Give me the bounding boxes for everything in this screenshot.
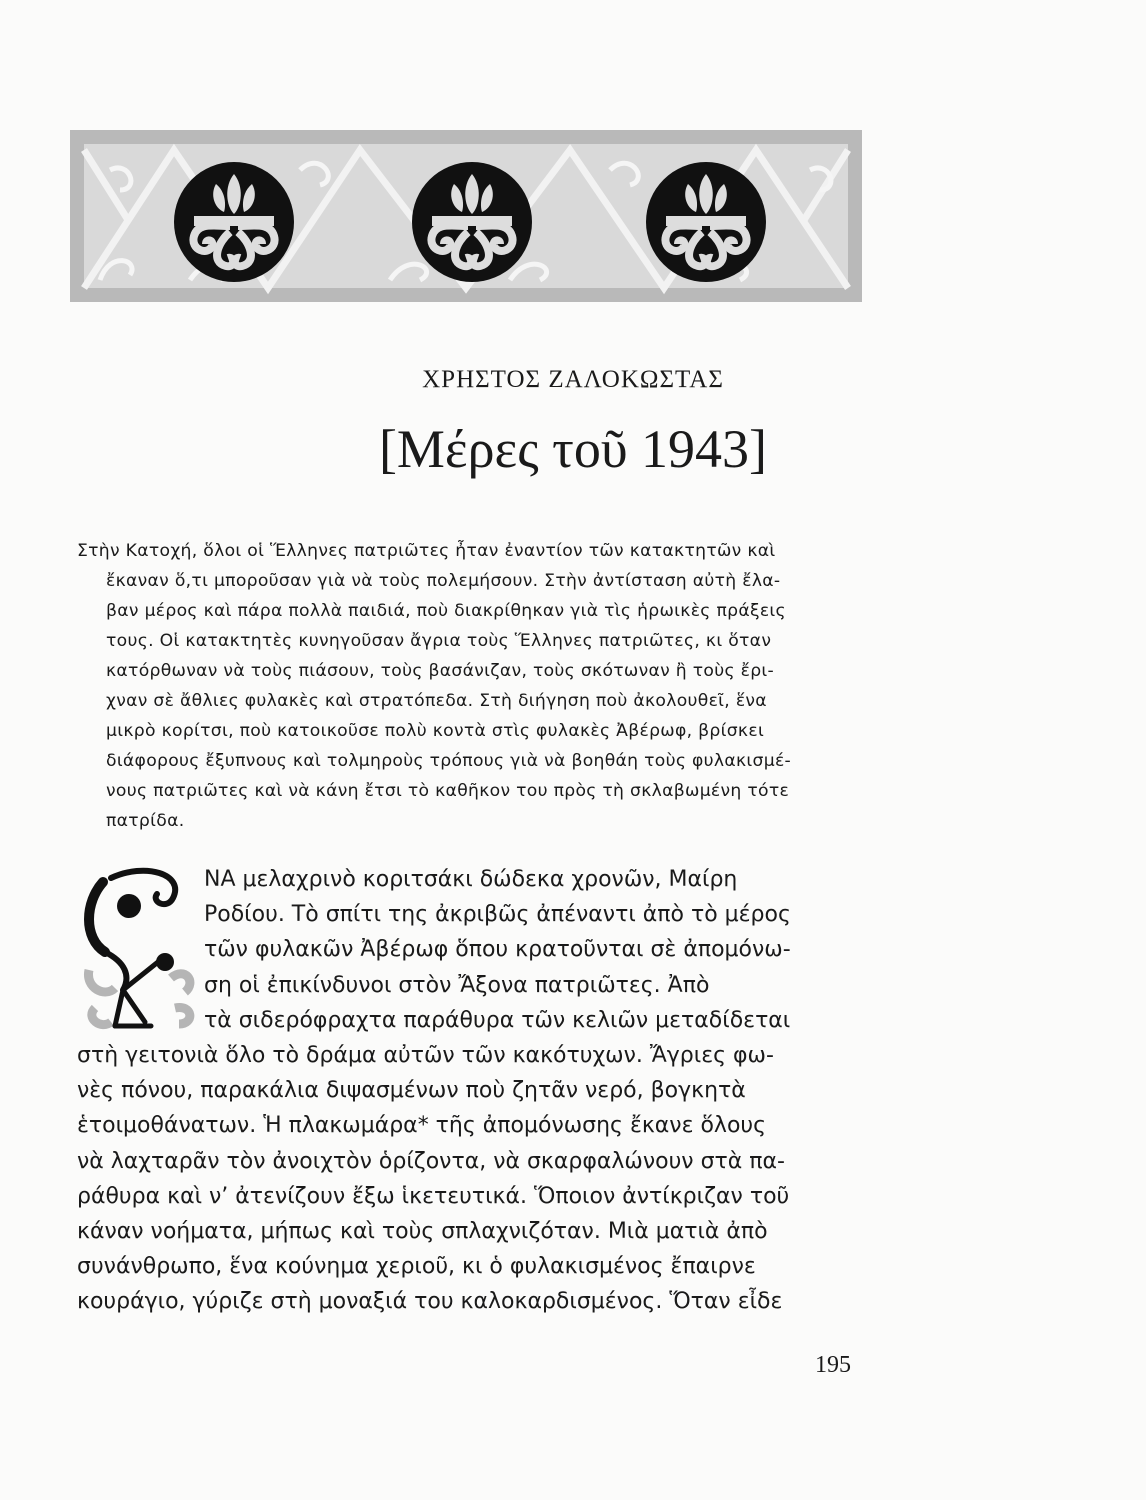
intro-line: νους πατριῶτες καὶ νὰ κάνη ἔτσι τὸ καθῆκον του πρὸς τὴ σκλαβωμένη τότε [106,781,790,801]
body-line: κάναν νοήματα, μήπως καὶ τοὺς σπλαχνιζόταν. Μιὰ ματιὰ ἀπὸ [77,1219,768,1245]
body-line: τὰ σιδερόφραχτα παράθυρα τῶν κελιῶν μεταδίδεται [204,1007,791,1033]
ornamental-banner [70,130,862,302]
chapter-title: [Μέρες τοῦ 1943] [378,419,768,479]
intro-line: κατόρθωναν νὰ τοὺς πιάσουν, τοὺς βασάνιζαν, τοὺς σκότωναν ἢ τοὺς ἔρι- [106,661,775,681]
intro-line: τους. Οἱ κατακτητὲς κυνηγοῦσαν ἄγρια τοὺς Ἕλληνες πατριῶτες, κι ὅταν [106,631,772,651]
body-line: Ροδίου. Τὸ σπίτι της ἀκριβῶς ἀπέναντι ἀπὸ τὸ μέρος [204,902,791,928]
body-line: στὴ γειτονιὰ ὅλο τὸ δράμα αὐτῶν τῶν κακότυχων. Ἄγριες φω- [77,1043,774,1069]
intro-line: πατρίδα. [106,811,185,831]
intro-line: διάφορους ἔξυπνους καὶ τολμηροὺς τρόπους γιὰ νὰ βοηθάη τοὺς φυλακισμέ- [106,751,792,771]
intro-line: μικρὸ κορίτσι, ποὺ κατοικοῦσε πολὺ κοντὰ στὶς φυλακὲς Ἀβέρωφ, βρίσκει [106,721,765,741]
page-number: 195 [815,1352,851,1378]
body-line: νὲς πόνου, παρακάλια διψασμένων ποὺ ζητᾶν νερό, βογκητὰ [77,1078,746,1104]
body-line: συνάνθρωπο, ἕνα κούνημα χεριοῦ, κι ὁ φυλακισμένος ἔπαιρνε [77,1254,756,1280]
body-line: ΝΑ μελαχρινὸ κοριτσάκι δώδεκα χρονῶν, Μαίρη [204,867,738,892]
intro-line: Στὴν Κατοχή, ὅλοι οἱ Ἕλληνες πατριῶτες ἦταν ἐναντίον τῶν κατακτητῶν καὶ [77,541,776,561]
body-line: ἑτοιμοθάνατων. Ἡ πλακωμάρα* τῆς ἀπομόνωσης ἔκανε ὅλους [77,1113,767,1139]
intro-line: χναν σὲ ἄθλιες φυλακὲς καὶ στρατόπεδα. Στὴ διήγηση ποὺ ἀκολουθεῖ, ἕνα [106,691,767,711]
body-line: ράθυρα καὶ ν’ ἀτενίζουν ἔξω ἱκετευτικά. Ὅποιον ἀντίκριζαν τοῦ [77,1183,790,1209]
author-name: ΧΡΗΣΤΟΣ ΖΑΛΟΚΩΣΤΑΣ [422,366,724,393]
body-line: κουράγιο, γύριζε στὴ μοναξιά του καλοκαρδισμένος. Ὅταν εἶδε [77,1289,783,1315]
intro-line: βαν μέρος καὶ πάρα πολλὰ παιδιά, ποὺ διακρίθηκαν γιὰ τὶς ἡρωικὲς πράξεις [106,601,786,621]
story-body [77,862,862,1320]
body-line: ση οἱ ἐπικίνδυνοι στὸν Ἄξονα πατριῶτες. Ἀπὸ [204,972,710,998]
body-line: τῶν φυλακῶν Ἀβέρωφ ὅπου κρατοῦνται σὲ ἀπομόνω- [204,937,791,963]
body-line: νὰ λαχταρᾶν τὸν ἀνοιχτὸν ὁρίζοντα, νὰ σκαρφαλώνουν στὰ πα- [77,1148,785,1174]
introduction [77,536,865,836]
intro-line: ἔκαναν ὅ,τι μποροῦσαν γιὰ νὰ τοὺς πολεμήσουν. Στὴν ἀντίσταση αὐτὴ ἔλα- [106,571,781,591]
